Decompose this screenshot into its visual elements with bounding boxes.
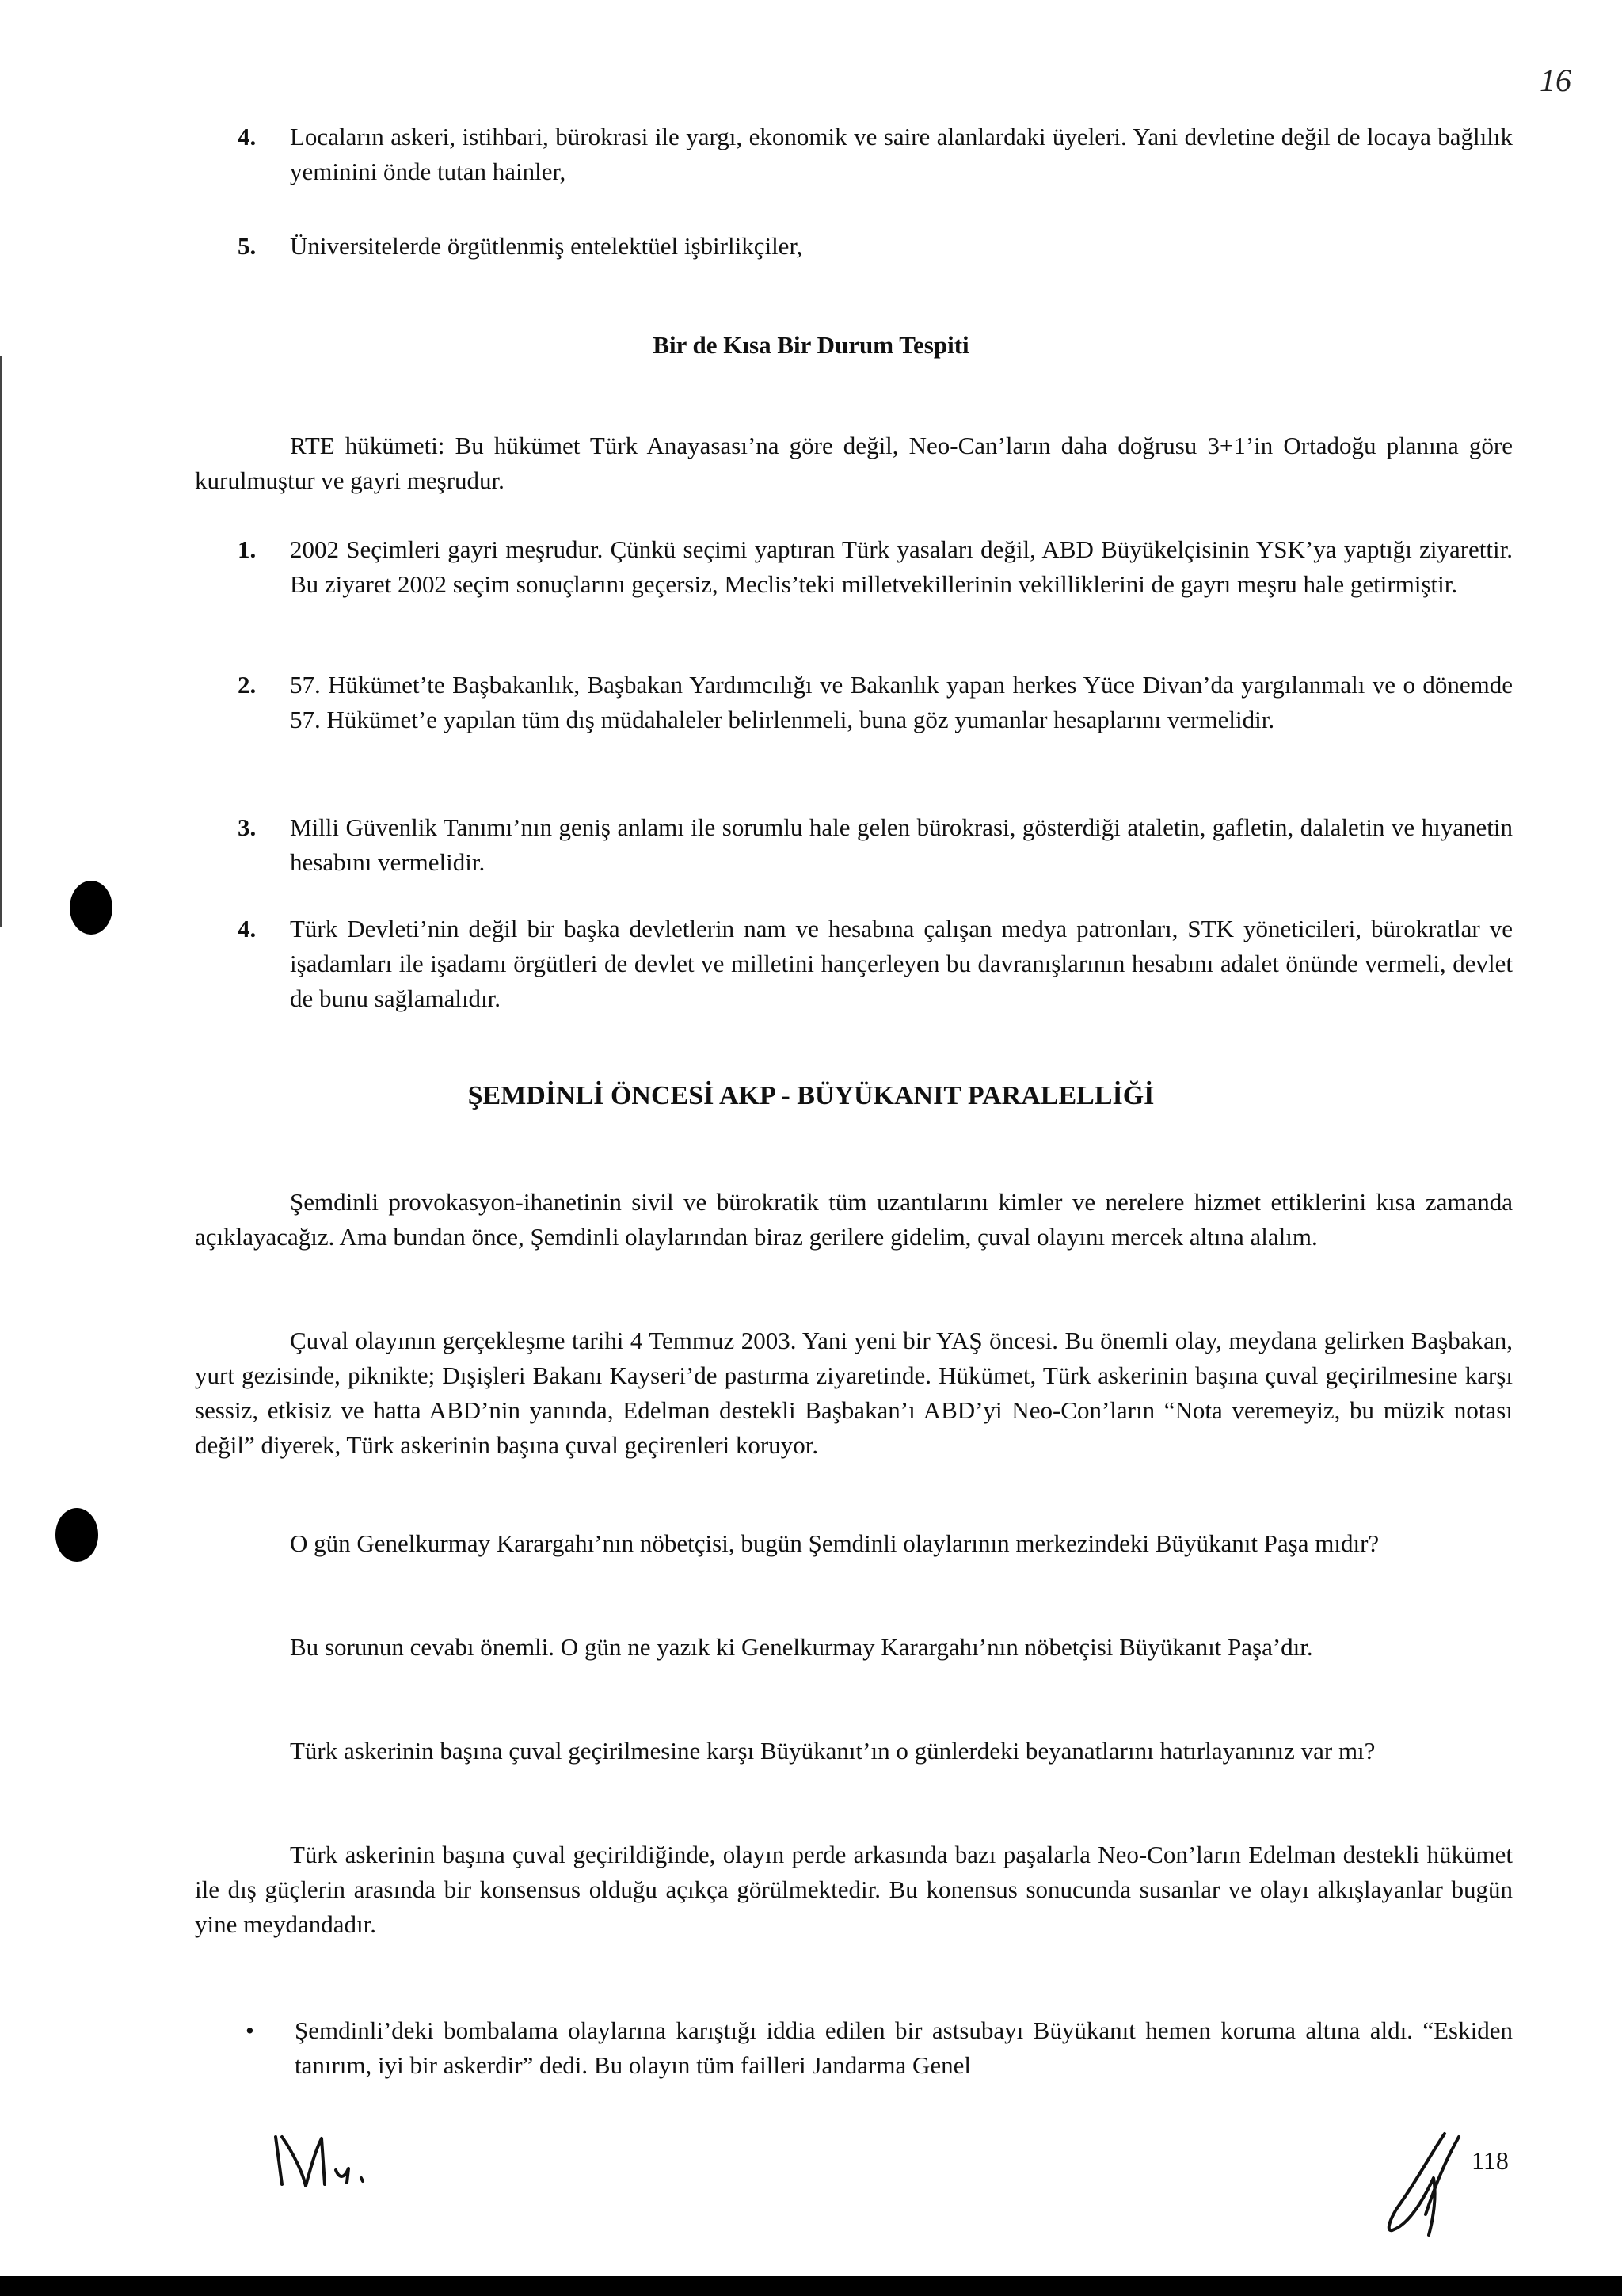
list-item-number: 2.	[238, 671, 257, 699]
paragraph: Türk askerinin başına çuval geçirildiğinde, olayın perde arkasında bazı paşalarla Neo-Con’ların Edelman destekli hükümet ile dış güçlerin arasında bir konsensus olduğu açıkça görülmektedir. Bu konensus sonucunda susanlar ve olayı alkışlayanlar bugün yine meydandadır.	[195, 1841, 1513, 1938]
paragraph: RTE hükümeti: Bu hükümet Türk Anayasası’na göre değil, Neo-Can’ların daha doğrusu 3+1’in Ortadoğu planına göre kurulmuştur ve gayri meşrudur.	[195, 432, 1513, 494]
list-item-number: 1.	[238, 535, 257, 563]
list-item	[238, 120, 1513, 189]
list-item-text: Locaların askeri, istihbari, bürokrasi ile yargı, ekonomik ve saire alanlardaki üyeleri. Yani devletine değil de locaya bağlılık yeminini önde tutan hainler,	[290, 123, 1513, 185]
section-heading: ŞEMDİNLİ ÖNCESİ AKP - BÜYÜKANIT PARALELLİĞİ	[467, 1081, 1155, 1110]
paragraph: Çuval olayının gerçekleşme tarihi 4 Temmuz 2003. Yani yeni bir YAŞ öncesi. Bu önemli olay, meydana gelirken Başbakan, yurt gezisinde, piknikte; Dışişleri Bakanı Kayseri’de pastırma ziyaretinde. Hükümet, Türk askerinin başına çuval geçirilmesine karşı sessiz, etkisiz ve hatta ABD’nin yanında, Edelman destekli Başbakan’ı ABD’yi Neo-Con’ların “Nota veremeyiz, bu müzik notası değil” diyerek, Türk askerinin başına çuval geçirenleri koruyor.	[195, 1327, 1513, 1459]
initials-signature-right	[1365, 2129, 1468, 2240]
paragraph: Bu sorunun cevabı önemli. O gün ne yazık ki Genelkurmay Karargahı’nın nöbetçisi Büyükanıt Paşa’dır.	[290, 1633, 1313, 1661]
scan-edge-line	[0, 356, 2, 927]
bullet-marker: •	[246, 2016, 254, 2044]
bullet-text: Şemdinli’deki bombalama olaylarına karıştığı iddia edilen bir astsubayı Büyükanıt hemen koruma altına aldı. “Eskiden tanırım, iyi bir askerdir” dedi. Bu olayın tüm failleri Jandarma Genel	[295, 2016, 1513, 2079]
list-item-number: 4.	[238, 915, 257, 942]
list-item-text: 2002 Seçimleri gayri meşrudur. Çünkü seçimi yaptıran Türk yasaları değil, ABD Büyükelçisinin YSK’ya yaptığı ziyarettir. Bu ziyaret 2002 seçim sonuçlarını geçersiz, Meclis’teki milletvekillerinin vekilliklerini de gayrı meşru hale getirmiştir.	[290, 535, 1513, 598]
punch-hole	[55, 1508, 98, 1562]
list-item	[238, 229, 1513, 264]
scan-bottom-border	[0, 2276, 1622, 2296]
list-item	[238, 912, 1513, 1016]
list-item-text: Milli Güvenlik Tanımı’nın geniş anlamı ile sorumlu hale gelen bürokrasi, gösterdiği ataletin, gafletin, dalaletin ve hıyanetin hesabını vermelidir.	[290, 813, 1513, 876]
corner-page-mark: 16	[1540, 63, 1571, 98]
list-item-number: 4.	[238, 123, 257, 150]
initials-signature-left	[269, 2129, 372, 2192]
section-heading: Bir de Kısa Bir Durum Tespiti	[653, 331, 969, 359]
list-item	[238, 810, 1513, 880]
list-item	[238, 532, 1513, 602]
page-number: 118	[1472, 2146, 1509, 2175]
list-item-text: 57. Hükümet’te Başbakanlık, Başbakan Yardımcılığı ve Bakanlık yapan herkes Yüce Divan’da yargılanmalı ve o dönemde 57. Hükümet’e yapılan tüm dış müdahaleler belirlenmeli, buna göz yumanlar hesaplarını vermelidir.	[290, 671, 1513, 733]
punch-hole	[70, 881, 112, 935]
list-item-text: Türk Devleti’nin değil bir başka devletlerin nam ve hesabına çalışan medya patronları, STK yöneticileri, bürokratlar ve işadamları ile işadamı örgütleri de devlet ve milletini hançerleyen bu davranışlarının hesabını adalet önünde vermeli, devlet de bunu sağlamalıdır.	[290, 915, 1513, 1012]
list-item-text: Üniversitelerde örgütlenmiş entelektüel işbirlikçiler,	[290, 232, 803, 260]
bullet-item	[246, 2013, 1513, 2083]
paragraph: Türk askerinin başına çuval geçirilmesine karşı Büyükanıt’ın o günlerdeki beyanatlarını hatırlayanınız var mı?	[290, 1737, 1376, 1765]
paragraph: O gün Genelkurmay Karargahı’nın nöbetçisi, bugün Şemdinli olaylarının merkezindeki Büyükanıt Paşa mıdır?	[290, 1529, 1380, 1557]
list-item	[238, 668, 1513, 737]
paragraph: Şemdinli provokasyon-ihanetinin sivil ve bürokratik tüm uzantılarını kimler ve nerelere hizmet ettiklerini kısa zamanda açıklayacağız. Ama bundan önce, Şemdinli olaylarından biraz gerilere gidelim, çuval olayını mercek altına alalım.	[195, 1188, 1513, 1251]
list-item-number: 3.	[238, 813, 257, 841]
list-item-number: 5.	[238, 232, 257, 260]
